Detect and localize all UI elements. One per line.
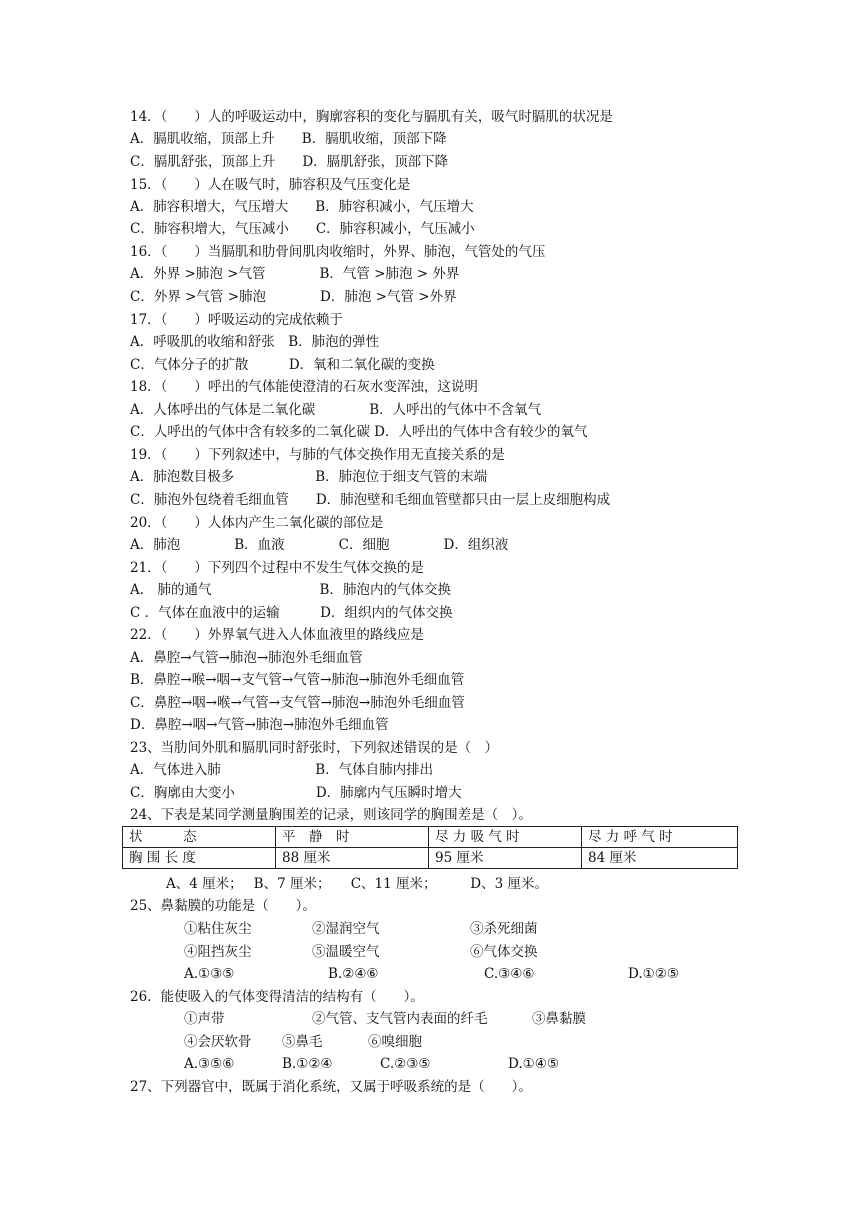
q25-item: ⑤温暖空气 (312, 944, 380, 960)
q22-option-a: A．鼻腔→气管→肺泡→肺泡外毛细血管 (130, 650, 363, 666)
table-header-cell: 尽 力 呼 气 时 (582, 827, 738, 848)
q19-stem: 19．（ ）下列叙述中，与肺的气体交换作用无直接关系的是 (130, 447, 505, 463)
q26-item: ①声带 (184, 1011, 225, 1027)
table-row (123, 848, 738, 869)
q19-options-row1: A．肺泡数目极多 B．肺泡位于细支气管的末端 (130, 469, 488, 485)
table-header-cell: 平 静 时 (276, 827, 429, 848)
q19-options-row2: C．肺泡外包绕着毛细血管 D．肺泡壁和毛细血管壁都只由一层上皮细胞构成 (130, 492, 611, 508)
q14-stem: 14．（ ）人的呼吸运动中，胸廓容积的变化与膈肌有关，吸气时膈肌的状况是 (130, 109, 613, 125)
q26-item: ③鼻黏膜 (532, 1011, 586, 1027)
q21-options-row2: C ．气体在血液中的运输 D．组织内的气体交换 (130, 605, 453, 621)
q25-item: ③杀死细菌 (470, 921, 538, 937)
q25-item: ①粘住灰尘 (184, 921, 252, 937)
q26-item: ④会厌软骨 (184, 1034, 252, 1050)
q17-stem: 17．（ ）呼吸运动的完成依赖于 (130, 312, 343, 328)
q17-options-row2: C．气体分子的扩散 D．氧和二氧化碳的变换 (130, 357, 435, 373)
q25-choice: D.①②⑤ (628, 966, 679, 982)
q14-options-row1: A．膈肌收缩，顶部上升 B．膈肌收缩，顶部下降 (130, 131, 447, 147)
chest-measurement-table (122, 826, 738, 869)
q26-choice: B.①②④ (282, 1056, 333, 1072)
q15-stem: 15．（ ）人在吸气时，肺容积及气压变化是 (130, 177, 411, 193)
q14-options-row2: C．膈肌舒张，顶部上升 D．膈肌舒张，顶部下降 (130, 154, 449, 170)
table-cell: 88 厘米 (276, 848, 429, 869)
q23-options-row2: C．胸廓由大变小 D．肺廓内气压瞬时增大 (130, 785, 462, 801)
q25-stem: 25、鼻黏膜的功能是（ ）。 (130, 898, 316, 914)
q25-item: ④阻挡灰尘 (184, 944, 252, 960)
q15-options-row1: A．肺容积增大，气压增大 B．肺容积减小，气压增大 (130, 199, 474, 215)
q15-options-row2: C．肺容积增大，气压减小 C．肺容积减小，气压减小 (130, 221, 475, 237)
q20-options-row1: A．肺泡 B．血液 C．细胞 D．组织液 (130, 537, 509, 553)
q16-options-row1: A．外界 >肺泡 >气管 B．气管 >肺泡 > 外界 (130, 266, 460, 282)
q17-options-row1: A．呼吸肌的收缩和舒张 B．肺泡的弹性 (130, 334, 380, 350)
table-cell: 84 厘米 (582, 848, 738, 869)
q26-stem: 26．能使吸入的气体变得清洁的结构有（ ）。 (130, 989, 424, 1005)
table-cell: 95 厘米 (429, 848, 582, 869)
q27-stem: 27、下列器官中，既属于消化系统，又属于呼吸系统的是（ ）。 (130, 1079, 532, 1095)
q18-options-row1: A．人体呼出的气体是二氧化碳 B．人呼出的气体中不含氧气 (130, 402, 542, 418)
q21-stem: 21．（ ）下列四个过程中不发生气体交换的是 (130, 560, 424, 576)
q26-choice: D.①④⑤ (508, 1056, 559, 1072)
q26-item: ⑤鼻毛 (282, 1034, 323, 1050)
table-header-cell: 状 态 (123, 827, 276, 848)
q23-options-row1: A．气体进入肺 B．气体自肺内排出 (130, 762, 434, 778)
q25-item: ⑥气体交换 (470, 944, 538, 960)
q16-stem: 16．（ ）当膈肌和肋骨间肌肉收缩时，外界、肺泡，气管处的气压 (130, 244, 546, 260)
q24-options: A、4 厘米； B、7 厘米； C、11 厘米； D、3 厘米。 (166, 876, 548, 892)
table-header-cell: 尽 力 吸 气 时 (429, 827, 582, 848)
q25-choice: C.③④⑥ (484, 966, 535, 982)
table-header-row (123, 827, 738, 848)
q26-item: ⑥嗅细胞 (368, 1034, 422, 1050)
q23-stem: 23、当肋间外肌和膈肌同时舒张时，下列叙述错误的是（ ） (130, 740, 499, 756)
q26-choice: A.③⑤⑥ (184, 1056, 235, 1072)
q22-option-c: C．鼻腔→咽→喉→气管→支气管→肺泡→肺泡外毛细血管 (130, 695, 465, 711)
q20-stem: 20．（ ）人体内产生二氧化碳的部位是 (130, 515, 384, 531)
q22-option-b: B．鼻腔→喉→咽→支气管→气管→肺泡→肺泡外毛细血管 (130, 672, 465, 688)
q18-stem: 18．（ ）呼出的气体能使澄清的石灰水变浑浊，这说明 (130, 379, 478, 395)
table-cell: 胸 围 长 度 (123, 848, 276, 869)
q22-option-d: D．鼻腔→咽→气管→肺泡→肺泡外毛细血管 (130, 717, 389, 733)
q26-choice: C.②③⑤ (380, 1056, 431, 1072)
q24-stem: 24、下表是某同学测量胸围差的记录，则该同学的胸围差是（ ）。 (130, 807, 532, 823)
q18-options-row2: C．人呼出的气体中含有较多的二氧化碳 D．人呼出的气体中含有较少的氧气 (130, 424, 588, 440)
q21-options-row1: A． 肺的通气 B．肺泡内的气体交换 (130, 582, 451, 598)
q25-choice: A.①③⑤ (184, 966, 235, 982)
q25-choice: B.②④⑥ (328, 966, 379, 982)
q22-stem: 22．（ ）外界氧气进入人体血液里的路线应是 (130, 627, 424, 643)
q26-item: ②气管、支气管内表面的纤毛 (312, 1011, 488, 1027)
q25-item: ②湿润空气 (312, 921, 380, 937)
q16-options-row2: C．外界 >气管 >肺泡 D．肺泡 >气管 >外界 (130, 289, 457, 305)
